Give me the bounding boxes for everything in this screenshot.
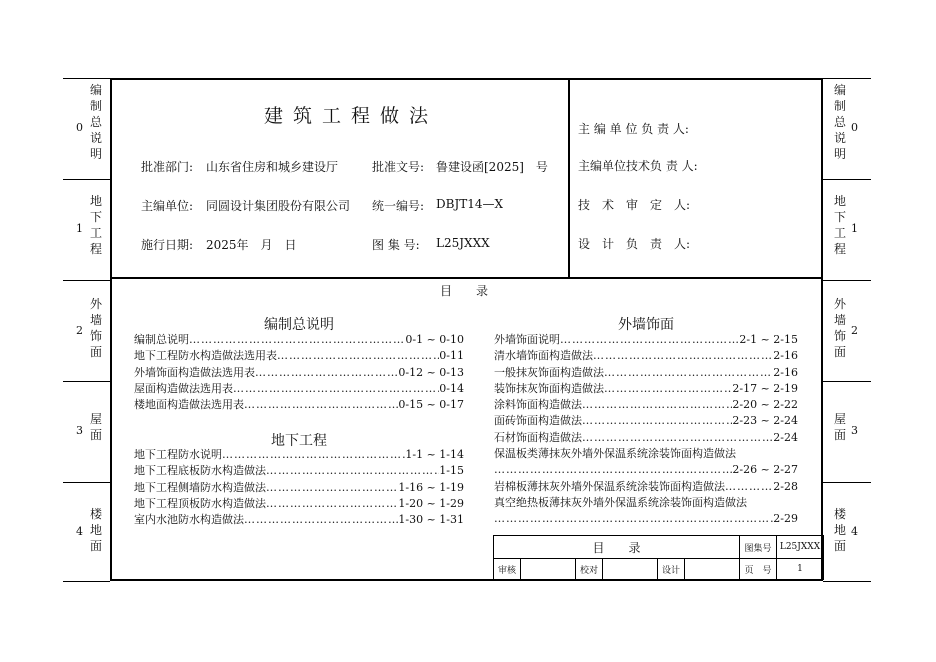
- page-value: 1: [777, 559, 824, 580]
- check-signature: [603, 559, 658, 580]
- toc-item[interactable]: 地下工程顶板防水构造做法 …………………………………………………………………………………………………………………………………… 1-20 ~ 1-29: [134, 496, 464, 512]
- toc-item[interactable]: 面砖饰面构造做法 …………………………………………………………………………………………………………………………………… 2-23 ~ 2-24: [494, 413, 798, 429]
- tab-number: 2: [76, 324, 83, 337]
- editor-value: 同圆设计集团股份有限公司: [206, 199, 351, 213]
- page-label: 页 号: [740, 559, 777, 580]
- toc-list-general: [134, 332, 464, 413]
- approval-no-value: 鲁建设函[2025] 号: [436, 160, 548, 174]
- side-tab-right-3[interactable]: [823, 411, 875, 443]
- toc-item[interactable]: 地下工程防水说明 …………………………………………………………………………………………………………………………………… 1-1 ~ 1-14: [134, 447, 464, 463]
- tab-label: 外墙饰面: [90, 297, 103, 359]
- responsible-reviewer: 技 术 审 定 人:: [578, 198, 691, 212]
- header-divider: [110, 277, 823, 279]
- title-block: [493, 535, 824, 580]
- design-signature: [685, 559, 740, 580]
- title-block-atlas-value: L25JXXX: [777, 536, 824, 559]
- check-label: 校对: [576, 559, 603, 580]
- approval-no-label: 批准文号:: [372, 160, 425, 174]
- tab-label: 地下工程: [90, 194, 103, 256]
- toc-item[interactable]: 屋面构造做法选用表 …………………………………………………………………………………………………………………………………… 0-14: [134, 381, 464, 397]
- tab-number: 3: [76, 424, 83, 437]
- tab-label: 编制总说明: [834, 83, 847, 161]
- tab-number: 4: [76, 525, 83, 538]
- approver-label: 批准部门:: [141, 160, 194, 174]
- date-value: 2025年 月 日: [206, 238, 297, 252]
- toc-item-long-title[interactable]: 保温板类薄抹灰外墙外保温系统涂装饰面构造做法: [494, 447, 736, 461]
- tab-number: 1: [851, 222, 858, 235]
- atlas-no-value: L25JXXX: [436, 236, 490, 250]
- tab-label: 楼地面: [834, 507, 847, 553]
- responsible-technical: 主编单位技术负 责 人:: [578, 159, 698, 173]
- toc-list-underground: [134, 447, 464, 528]
- toc-item-long-title[interactable]: 真空绝热板薄抹灰外墙外保温系统涂装饰面构造做法: [494, 495, 747, 509]
- tab-number: 4: [851, 525, 858, 538]
- responsible-designer: 设 计 负 责 人:: [578, 237, 691, 251]
- toc-item[interactable]: 编制总说明 …………………………………………………………………………………………………………………………………… 0-1 ~ 0-10: [134, 332, 464, 348]
- toc-item[interactable]: 外墙饰面说明 …………………………………………………………………………………………………………………………………… 2-1 ~ 2-15: [494, 332, 798, 348]
- toc-list-exterior-wall: [494, 332, 798, 528]
- side-tab-left-3[interactable]: [63, 411, 115, 443]
- toc-item[interactable]: 装饰抹灰饰面构造做法 …………………………………………………………………………………………………………………………………… 2-17 ~ 2-19: [494, 381, 798, 397]
- title-block-name: 目 录: [494, 536, 740, 559]
- toc-title: 目 录: [440, 284, 489, 298]
- toc-item[interactable]: 岩棉板薄抹灰外墙外保温系统涂装饰面构造做法 …………………………………………………………………………………………………………………………………… 2-28: [494, 479, 798, 495]
- toc-item-long-pages[interactable]: …………………………………………………………………………………………………………………………………… 2-26 ~ 2-27: [494, 462, 798, 478]
- title-block-atlas-label: 图集号: [740, 536, 777, 559]
- toc-item[interactable]: 清水墙饰面构造做法 …………………………………………………………………………………………………………………………………… 2-16: [494, 348, 798, 364]
- date-label: 施行日期:: [141, 238, 194, 252]
- toc-item[interactable]: 室内水池防水构造做法 …………………………………………………………………………………………………………………………………… 1-30 ~ 1-31: [134, 512, 464, 528]
- unified-no-label: 统一编号:: [372, 199, 425, 213]
- toc-item[interactable]: 外墙饰面构造做法选用表 …………………………………………………………………………………………………………………………………… 0-12 ~ 0-13: [134, 365, 464, 381]
- header-vertical-divider: [568, 78, 570, 278]
- tab-label: 楼地面: [90, 507, 103, 553]
- side-tab-left-2[interactable]: [63, 296, 115, 360]
- side-tab-right-1[interactable]: [823, 193, 875, 257]
- side-tab-left-4[interactable]: [63, 506, 115, 554]
- toc-item[interactable]: 楼地面构造做法选用表 …………………………………………………………………………………………………………………………………… 0-15 ~ 0-17: [134, 397, 464, 413]
- toc-item[interactable]: 涂料饰面构造做法 …………………………………………………………………………………………………………………………………… 2-20 ~ 2-22: [494, 397, 798, 413]
- tab-number: 1: [76, 222, 83, 235]
- toc-item[interactable]: 地下工程侧墙防水构造做法 …………………………………………………………………………………………………………………………………… 1-16 ~ 1-19: [134, 480, 464, 496]
- tab-label: 外墙饰面: [834, 297, 847, 359]
- toc-item-long-pages[interactable]: …………………………………………………………………………………………………………………………………… 2-29: [494, 511, 798, 527]
- section-title-exterior-wall: 外墙饰面: [618, 317, 674, 333]
- section-title-underground: 地下工程: [271, 433, 327, 449]
- approver-value: 山东省住房和城乡建设厅: [206, 160, 339, 174]
- side-tab-right-2[interactable]: [823, 296, 875, 360]
- side-tab-left-0[interactable]: [63, 82, 115, 162]
- page-title: 建筑工程做法: [264, 105, 439, 127]
- toc-item[interactable]: 一般抹灰饰面构造做法 …………………………………………………………………………………………………………………………………… 2-16: [494, 365, 798, 381]
- toc-item[interactable]: 石材饰面构造做法 …………………………………………………………………………………………………………………………………… 2-24: [494, 430, 798, 446]
- atlas-no-label: 图 集 号:: [372, 238, 420, 252]
- toc-item[interactable]: 地下工程底板防水构造做法 …………………………………………………………………………………………………………………………………… 1-15: [134, 463, 464, 479]
- tab-label: 屋面: [834, 412, 847, 442]
- unified-no-value: DBJT14—X: [436, 197, 504, 211]
- toc-item[interactable]: 地下工程防水构造做法选用表 …………………………………………………………………………………………………………………………………… 0-11: [134, 348, 464, 364]
- review-label: 审核: [494, 559, 521, 580]
- tab-label: 地下工程: [834, 194, 847, 256]
- tab-number: 0: [851, 121, 858, 134]
- side-tab-left-1[interactable]: [63, 193, 115, 257]
- section-title-general: 编制总说明: [264, 317, 334, 333]
- tab-label: 屋面: [90, 412, 103, 442]
- responsible-chief-editor: 主 编 单 位 负 责 人:: [578, 122, 689, 136]
- design-label: 设计: [658, 559, 685, 580]
- editor-label: 主编单位:: [141, 199, 194, 213]
- side-tab-right-4[interactable]: [823, 506, 875, 554]
- tab-number: 2: [851, 324, 858, 337]
- side-tab-right-0[interactable]: [823, 82, 875, 162]
- tab-number: 3: [851, 424, 858, 437]
- tab-label: 编制总说明: [90, 83, 103, 161]
- tab-number: 0: [76, 121, 83, 134]
- review-signature: [521, 559, 576, 580]
